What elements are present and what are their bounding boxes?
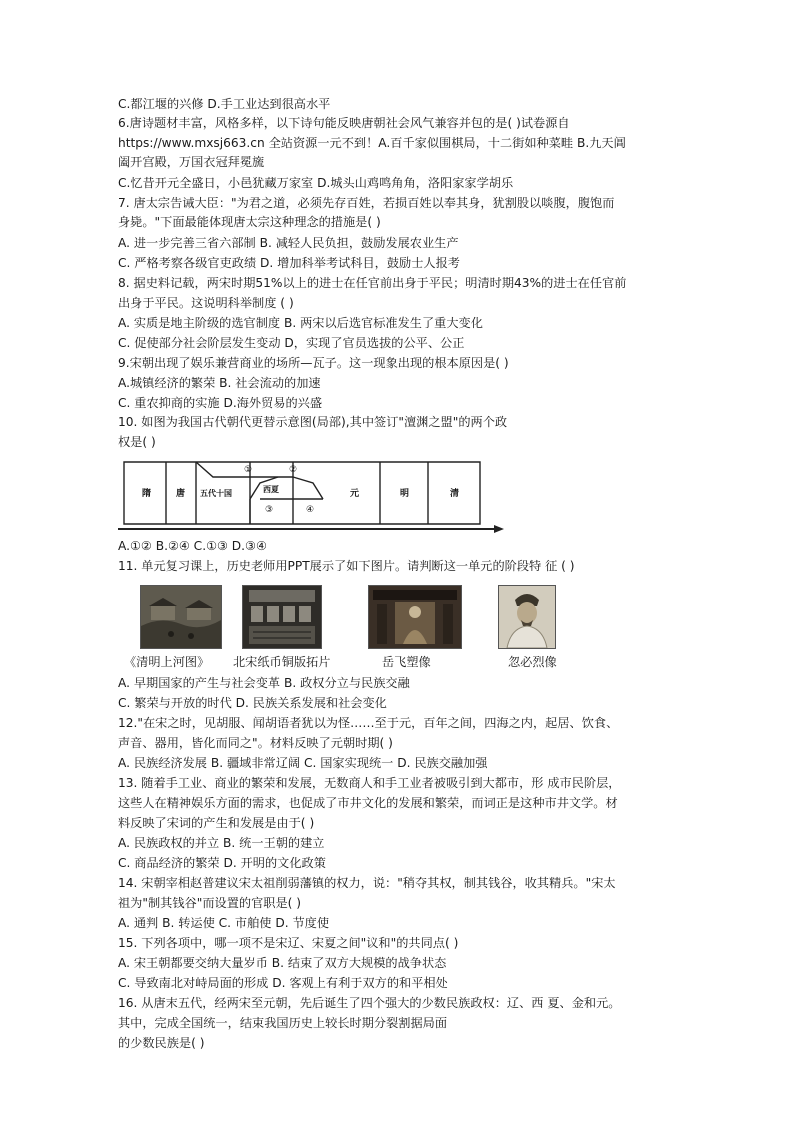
question-8-stem: 8. 据史料记载，两宋时期51%以上的进士在任官前出身于平民；明清时期43%的进士在任官前: [118, 276, 627, 290]
question-13-options: A. 民族政权的并立 B. 统一王朝的建立: [118, 836, 325, 850]
dynasty-label: 明: [400, 489, 410, 499]
question-6-options: https://www.mxsj663.cn 全站资源一元不到！A.百千家似围棋局，十二街如种菜畦 B.九天阊: [118, 136, 626, 150]
question-12-stem: 声音、器用，皆化而同之"。材料反映了元朝时期( ): [118, 736, 393, 750]
dynasty-label: 五代十国: [200, 489, 232, 498]
question-13-stem: 这些人在精神娱乐方面的需求，也促成了市井文化的发展和繁荣，而词正是这种市井文学。材: [118, 796, 618, 810]
region-marker: ①: [244, 465, 253, 475]
question-13-options: C. 商品经济的繁荣 D. 开明的文化政策: [118, 856, 326, 870]
dynasty-label: 元: [350, 489, 360, 499]
question-8-stem: 出身于平民。这说明科举制度 ( ): [118, 296, 294, 310]
question-12-options: A. 民族经济发展 B. 疆域非常辽阔 C. 国家实现统一 D. 民族交融加强: [118, 756, 488, 770]
question-16-stem: 其中，完成全国统一，结束我国历史上较长时期分裂割据局面: [118, 1016, 448, 1030]
question-6-stem: 6.唐诗题材丰富，风格多样，以下诗句能反映唐朝社会风气兼容并包的是( )试卷源自: [118, 116, 570, 130]
dynasty-label: 西夏: [263, 485, 279, 494]
question-14-options: A. 通判 B. 转运使 C. 市舶使 D. 节度使: [118, 916, 330, 930]
region-marker: ③: [265, 505, 274, 515]
qingming-painting-image: [140, 585, 222, 649]
question-9-stem: 9.宋朝出现了娱乐兼营商业的场所—瓦子。这一现象出现的根本原因是( ): [118, 356, 509, 370]
question-7-stem: 7. 唐太宗告诫大臣："为君之道，必须先存百姓，若损百姓以奉其身，犹割股以啖腹，腹饱而: [118, 196, 615, 210]
question-9-options: A.城镇经济的繁荣 B. 社会流动的加速: [118, 376, 321, 390]
question-16-stem: 的少数民族是( ): [118, 1036, 205, 1050]
picture-caption: 北宋纸币铜版拓片: [233, 655, 331, 669]
region-marker: ②: [289, 465, 298, 475]
dynasty-label: 唐: [176, 489, 186, 499]
picture-caption: 《清明上河图》: [124, 655, 210, 669]
question-15-stem: 15. 下列各项中，哪一项不是宋辽、宋夏之间"议和"的共同点( ): [118, 936, 459, 950]
question-11-options: C. 繁荣与开放的时代 D. 民族关系发展和社会变化: [118, 696, 387, 710]
kublai-khan-portrait-image: [498, 585, 556, 649]
question-15-options: A. 宋王朝都要交纳大量岁币 B. 结束了双方大规模的战争状态: [118, 956, 447, 970]
yue-fei-statue-image: [368, 585, 462, 649]
question-10-stem: 权是( ): [118, 435, 156, 449]
picture-caption: 忽必烈像: [508, 655, 557, 669]
text-line: C.都江堰的兴修 D.手工业达到很高水平: [118, 97, 331, 111]
song-paper-money-plate-image: [242, 585, 322, 649]
question-10-stem: 10. 如图为我国古代朝代更替示意图(局部),其中签订"澶渊之盟"的两个政: [118, 415, 508, 429]
question-10-options: A.①② B.②④ C.①③ D.③④: [118, 539, 267, 553]
question-7-options: A. 进一步完善三省六部制 B. 减轻人民负担，鼓励发展农业生产: [118, 236, 459, 250]
dynasty-label: 清: [450, 489, 460, 499]
question-15-options: C. 导致南北对峙局面的形成 D. 客观上有利于双方的和平相处: [118, 976, 448, 990]
question-11-stem: 11. 单元复习课上，历史老师用PPT展示了如下图片。请判断这一单元的阶段特 征 ( ): [118, 559, 575, 573]
question-6-options: 阖开宫殿，万国衣冠拜冕旒: [118, 155, 265, 169]
picture-caption: 岳飞塑像: [382, 655, 431, 669]
question-6-options: C.忆昔开元全盛日，小邑犹藏万家室 D.城头山鸡鸣角角，洛阳家家学胡乐: [118, 176, 514, 190]
question-8-options: A. 实质是地主阶级的选官制度 B. 两宋以后选官标准发生了重大变化: [118, 316, 483, 330]
question-14-stem: 祖为"制其钱谷"而设置的官职是( ): [118, 896, 302, 910]
question-9-options: C. 重农抑商的实施 D.海外贸易的兴盛: [118, 396, 323, 410]
question-7-options: C. 严格考察各级官吏政绩 D. 增加科举考试科目，鼓励士人报考: [118, 256, 460, 270]
question-16-stem: 16. 从唐末五代，经两宋至元朝，先后诞生了四个强大的少数民族政权：辽、西 夏、金和元。: [118, 996, 621, 1010]
dynasty-timeline-diagram: [118, 455, 508, 537]
question-7-stem: 身毙。"下面最能体现唐太宗这种理念的措施是( ): [118, 215, 381, 229]
question-14-stem: 14. 宋朝宰相赵普建议宋太祖削弱藩镇的权力，说："稍夺其权，制其钱谷，收其精兵。"宋太: [118, 876, 616, 890]
dynasty-label: 隋: [142, 489, 152, 499]
region-marker: ④: [306, 505, 315, 515]
question-8-options: C. 促使部分社会阶层发生变动 D，实现了官员选拔的公平、公正: [118, 336, 465, 350]
question-13-stem: 13. 随着手工业、商业的繁荣和发展，无数商人和手工业者被吸引到大都市，形 成市民阶层，: [118, 776, 621, 790]
question-13-stem: 料反映了宋词的产生和发展是由于( ): [118, 816, 315, 830]
question-12-stem: 12."在宋之时，见胡服、闻胡语者犹以为怪……至于元，百年之间，四海之内，起居、饮食、: [118, 716, 619, 730]
question-11-options: A. 早期国家的产生与社会变革 B. 政权分立与民族交融: [118, 676, 410, 690]
